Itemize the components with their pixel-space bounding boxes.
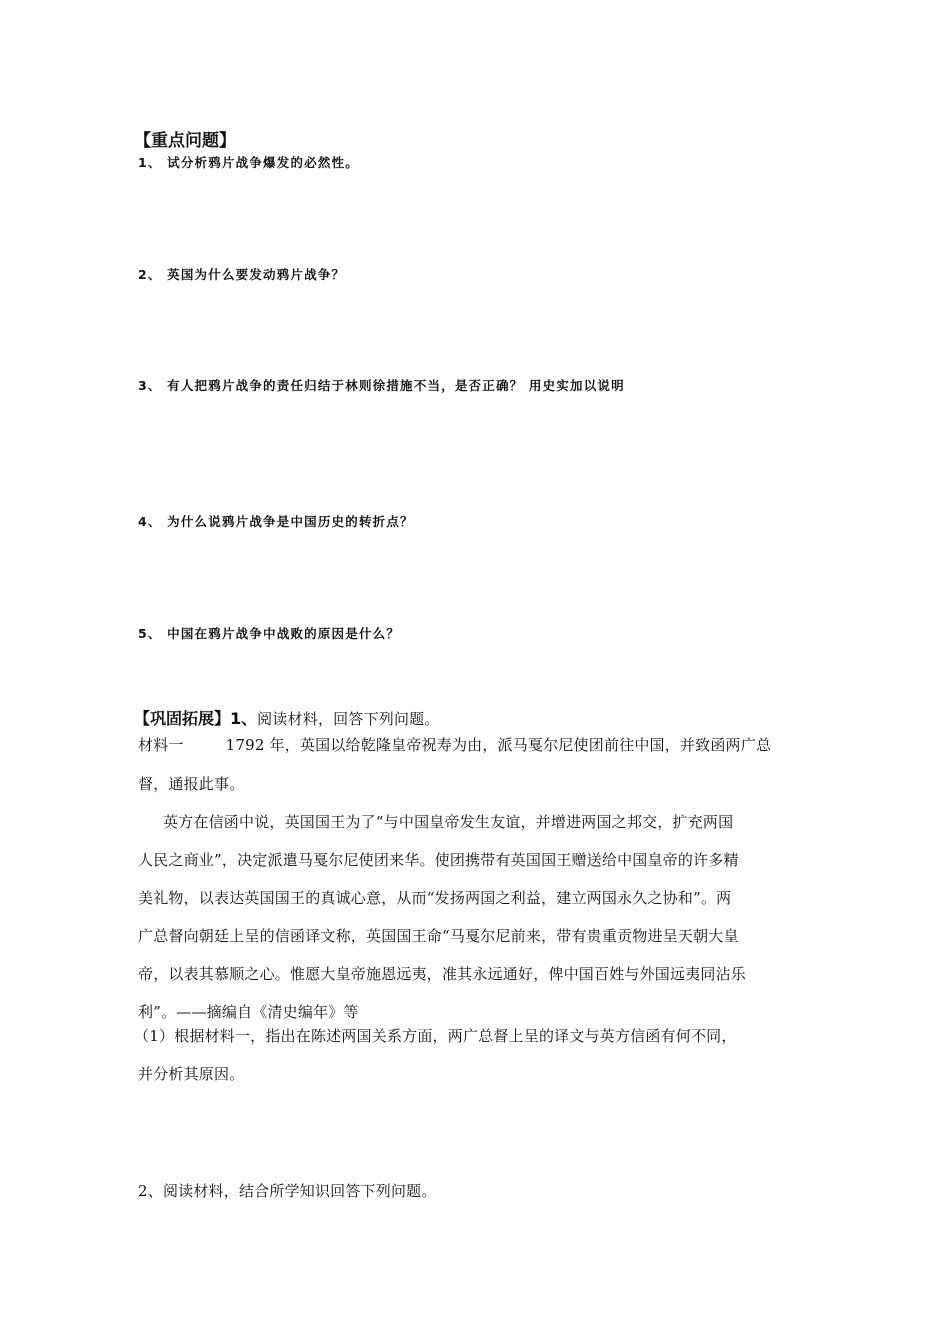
key-questions-heading: 【重点问题】	[134, 131, 236, 151]
key-question-5: 5、 中国在鸦片战争中战败的原因是什么？	[138, 626, 401, 641]
material-line-3: 英方在信函中说，英国国王为了“与中国皇帝发生友谊，并增进两国之邦交，扩充两国	[163, 813, 734, 831]
material-line-5: 美礼物，以表达英国国王的真诚心意，从而“发扬两国之利益，建立两国永久之协和”。两	[138, 889, 732, 907]
key-question-1: 1、 试分析鸦片战争爆发的必然性。	[138, 155, 359, 170]
consolidation-question-2: 2、阅读材料，结合所学知识回答下列问题。	[138, 1182, 437, 1200]
material-line-8: 利”。——摘编自《清史编年》等	[138, 1003, 359, 1021]
material1-label: 材料一	[138, 736, 184, 754]
key-question-3: 3、 有人把鸦片战争的责任归结于林则徐措施不当，是否正确？ 用史实加以说明	[138, 378, 625, 393]
material-line-6: 广总督向朝廷上呈的信函译文称，英国国王命“马戛尔尼前来，带有贵重贡物进呈天朝大皇	[138, 927, 739, 945]
consolidation-title-line	[134, 706, 440, 729]
consolidation-heading: 【巩固拓展】	[134, 709, 231, 728]
material-text-1: 1792 年，英国以给乾隆皇帝祝寿为由，派马戛尔尼使团前往中国，并致函两广总	[225, 736, 772, 754]
key-question-2: 2、 英国为什么要发动鸦片战争？	[138, 267, 346, 282]
material-line-7: 帝，以表其慕顺之心。惟愿大皇帝施恩远夷，准其永远通好，俾中国百姓与外国远夷同沾乐	[138, 965, 747, 983]
consolidation-q1-prompt: 阅读材料，回答下列问题。	[257, 710, 440, 728]
material-line-4: 人民之商业”，决定派遣马戛尔尼使团来华。使团携带有英国国王赠送给中国皇帝的许多精	[138, 851, 739, 869]
key-question-4: 4、 为什么说鸦片战争是中国历史的转折点？	[138, 514, 414, 529]
material-line-1	[138, 734, 771, 755]
consolidation-q1-number: 1、	[230, 709, 258, 728]
sub-question-line-1: （1）根据材料一，指出在陈述两国关系方面，两广总督上呈的译文与英方信函有何不同，	[134, 1027, 737, 1045]
material-line-2: 督，通报此事。	[138, 775, 245, 793]
sub-question-line-2: 并分析其原因。	[138, 1065, 245, 1083]
